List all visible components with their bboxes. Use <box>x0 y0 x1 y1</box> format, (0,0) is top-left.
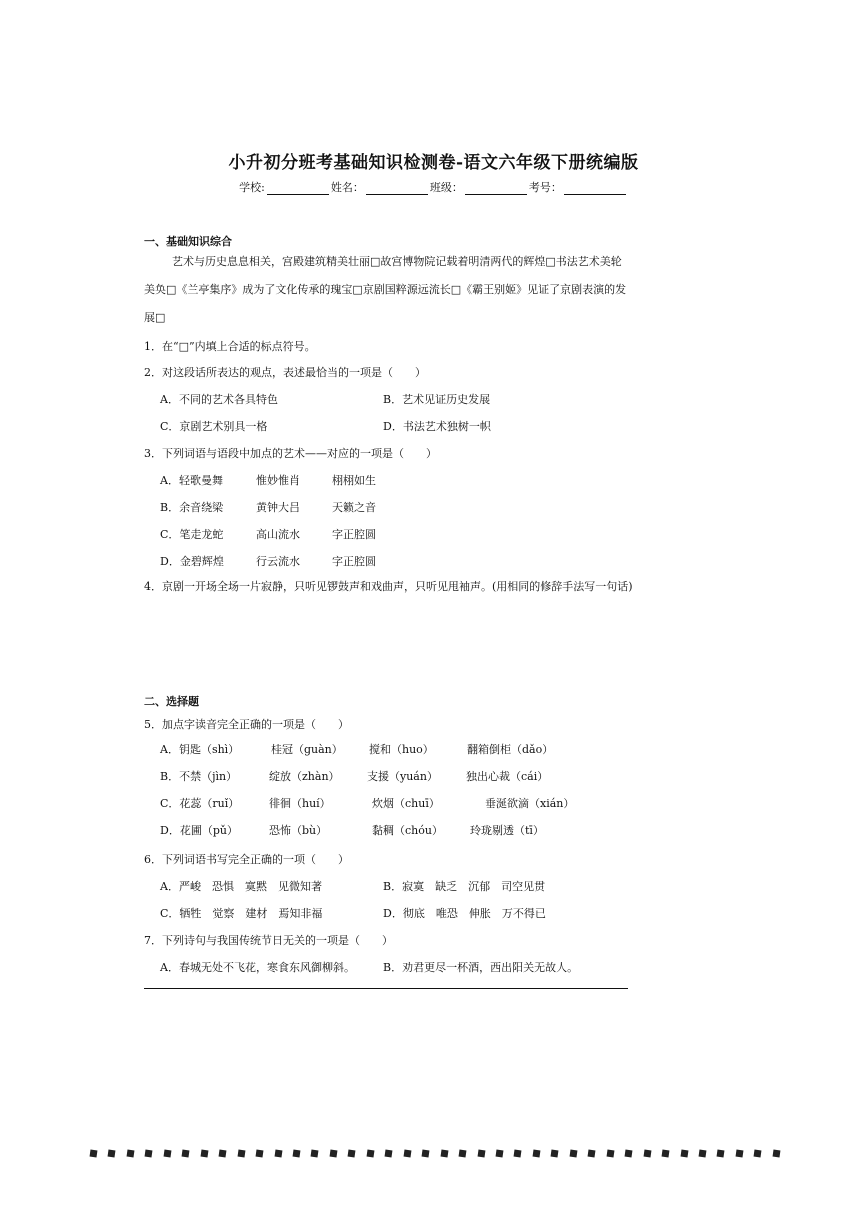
q3-b-word-1: B．余音绕梁 <box>160 501 224 514</box>
student-info-line <box>0 179 867 195</box>
question-5: 5．加点字读音完全正确的一项是（ ） <box>144 718 349 731</box>
dot-mark <box>385 1150 393 1158</box>
question-2: 2．对这段话所表达的观点，表述最恰当的一项是（ ） <box>144 366 426 379</box>
passage-line-1: 艺术与历史息息相关，宫殿建筑精美壮丽□故宫博物院记载着明清两代的辉煌□书法艺术美轮 <box>172 255 622 268</box>
dot-mark <box>90 1150 98 1158</box>
q3-d-word-1: D．金碧辉煌 <box>160 555 224 568</box>
dot-mark <box>293 1150 301 1158</box>
dot-mark <box>551 1150 559 1158</box>
dot-mark <box>440 1150 448 1158</box>
q5-d-item-1: D．花圃（pǔ） <box>160 824 238 837</box>
q3-option-c[interactable] <box>160 526 376 542</box>
q5-option-d[interactable] <box>160 822 544 838</box>
q5-c-item-4: 垂涎欲滴（xián） <box>485 797 575 810</box>
dot-mark <box>403 1150 411 1158</box>
dot-mark <box>754 1150 762 1158</box>
q3-a-word-2: 惟妙惟肖 <box>256 474 300 487</box>
q6-option-b[interactable]: B．寂寞 缺乏 沉郁 司空见贯 <box>383 880 546 893</box>
name-blank[interactable] <box>366 183 428 195</box>
q3-b-word-3: 天籁之音 <box>332 501 376 514</box>
dot-mark <box>772 1150 780 1158</box>
q3-option-a[interactable] <box>160 472 376 488</box>
class-blank[interactable] <box>465 183 527 195</box>
q7-option-b[interactable]: B．劝君更尽一杯酒，西出阳关无故人。 <box>383 961 579 974</box>
exam-no-blank[interactable] <box>564 183 626 195</box>
q3-option-d[interactable] <box>160 553 376 569</box>
q3-c-word-3: 字正腔圆 <box>332 528 376 541</box>
dot-mark <box>532 1150 540 1158</box>
q5-b-item-1: B．不禁（jìn） <box>160 770 238 783</box>
q3-d-word-3: 字正腔圆 <box>332 555 376 568</box>
dot-mark <box>256 1150 264 1158</box>
q5-b-item-3: 支援（yuán） <box>367 770 438 783</box>
page-border-dots <box>90 1150 780 1164</box>
q3-a-word-3: 栩栩如生 <box>332 474 376 487</box>
dot-mark <box>643 1150 651 1158</box>
dot-mark <box>662 1150 670 1158</box>
q7-option-a[interactable]: A．春城无处不飞花，寒食东风御柳斜。 <box>160 961 355 974</box>
dot-mark <box>311 1150 319 1158</box>
q3-c-word-1: C．笔走龙蛇 <box>160 528 224 541</box>
q5-a-item-3: 搅和（huo） <box>369 743 434 756</box>
q5-option-c[interactable] <box>160 795 574 811</box>
dot-mark <box>496 1150 504 1158</box>
school-blank[interactable] <box>267 183 329 195</box>
dot-mark <box>588 1150 596 1158</box>
dot-mark <box>477 1150 485 1158</box>
dot-mark <box>108 1150 116 1158</box>
class-label: 班级： <box>429 181 463 194</box>
page-title: 小升初分班考基础知识检测卷-语文六年级下册统编版 <box>228 153 639 173</box>
dot-mark <box>606 1150 614 1158</box>
q5-b-item-4: 独出心裁（cái） <box>466 770 549 783</box>
dot-mark <box>366 1150 374 1158</box>
question-6: 6．下列词语书写完全正确的一项（ ） <box>144 853 349 866</box>
q5-a-item-4: 翻箱倒柜（dǎo） <box>467 743 554 756</box>
dot-mark <box>182 1150 190 1158</box>
dot-mark <box>200 1150 208 1158</box>
dot-mark <box>274 1150 282 1158</box>
q5-a-item-2: 桂冠（guàn） <box>271 743 343 756</box>
q5-c-item-2: 徘徊（huí） <box>269 797 331 810</box>
q2-option-a[interactable]: A．不同的艺术各具特色 <box>160 393 278 406</box>
q5-b-item-2: 绽放（zhàn） <box>269 770 340 783</box>
dot-mark <box>699 1150 707 1158</box>
q2-option-d[interactable]: D．书法艺术独树一帜 <box>383 420 491 433</box>
question-3: 3．下列词语与语段中加点的艺术——对应的一项是（ ） <box>144 447 437 460</box>
section1-heading: 一、基础知识综合 <box>144 235 232 248</box>
section2-heading: 二、选择题 <box>144 695 199 708</box>
dot-mark <box>329 1150 337 1158</box>
q3-d-word-2: 行云流水 <box>256 555 300 568</box>
q5-a-item-1: A．钥匙（shì） <box>160 743 240 756</box>
q2-option-c[interactable]: C．京剧艺术别具一格 <box>160 420 268 433</box>
dot-mark <box>145 1150 153 1158</box>
q5-option-a[interactable] <box>160 741 553 757</box>
q5-d-item-2: 恐怖（bù） <box>269 824 328 837</box>
question-7: 7．下列诗句与我国传统节日无关的一项是（ ） <box>144 934 393 947</box>
q3-option-b[interactable] <box>160 499 376 515</box>
passage-line-2: 美奂□《兰亭集序》成为了文化传承的瑰宝□京剧国粹源远流长□《霸王别姬》见证了京剧表演的发 <box>144 283 627 296</box>
dot-mark <box>459 1150 467 1158</box>
dot-mark <box>680 1150 688 1158</box>
question-1: 1．在“□”内填上合适的标点符号。 <box>144 340 316 353</box>
question-4: 4．京剧一开场全场一片寂静，只听见锣鼓声和戏曲声，只听见甩袖声。(用相同的修辞手法写一句话) <box>144 580 633 593</box>
q3-b-word-2: 黄钟大吕 <box>256 501 300 514</box>
exam-no-label: 考号： <box>528 181 562 194</box>
dot-mark <box>625 1150 633 1158</box>
q6-option-a[interactable]: A．严峻 恐惧 寞黙 见微知著 <box>160 880 322 893</box>
q5-d-item-3: 黏稠（chóu） <box>372 824 443 837</box>
dot-mark <box>219 1150 227 1158</box>
q6-option-d[interactable]: D．彻底 唯恐 伸胀 万不得已 <box>383 907 546 920</box>
q5-c-item-1: C．花蕊（ruǐ） <box>160 797 240 810</box>
q5-c-item-3: 炊烟（chuī） <box>372 797 440 810</box>
dot-mark <box>422 1150 430 1158</box>
q5-d-item-4: 玲珑剔透（tī） <box>470 824 544 837</box>
dot-mark <box>348 1150 356 1158</box>
q3-a-word-1: A．轻歌曼舞 <box>160 474 223 487</box>
dot-mark <box>717 1150 725 1158</box>
bottom-rule <box>144 988 628 989</box>
dot-mark <box>163 1150 171 1158</box>
dot-mark <box>569 1150 577 1158</box>
dot-mark <box>126 1150 134 1158</box>
q5-option-b[interactable] <box>160 768 548 784</box>
dot-mark <box>237 1150 245 1158</box>
q2-option-b[interactable]: B．艺术见证历史发展 <box>383 393 491 406</box>
q6-option-c[interactable]: C．牺牲 觉察 建材 焉知非福 <box>160 907 323 920</box>
dot-mark <box>735 1150 743 1158</box>
q3-c-word-2: 高山流水 <box>256 528 300 541</box>
dot-mark <box>514 1150 522 1158</box>
passage-line-3: 展□ <box>144 311 166 324</box>
school-label: 学校: <box>239 181 265 194</box>
name-label: 姓名： <box>330 181 364 194</box>
